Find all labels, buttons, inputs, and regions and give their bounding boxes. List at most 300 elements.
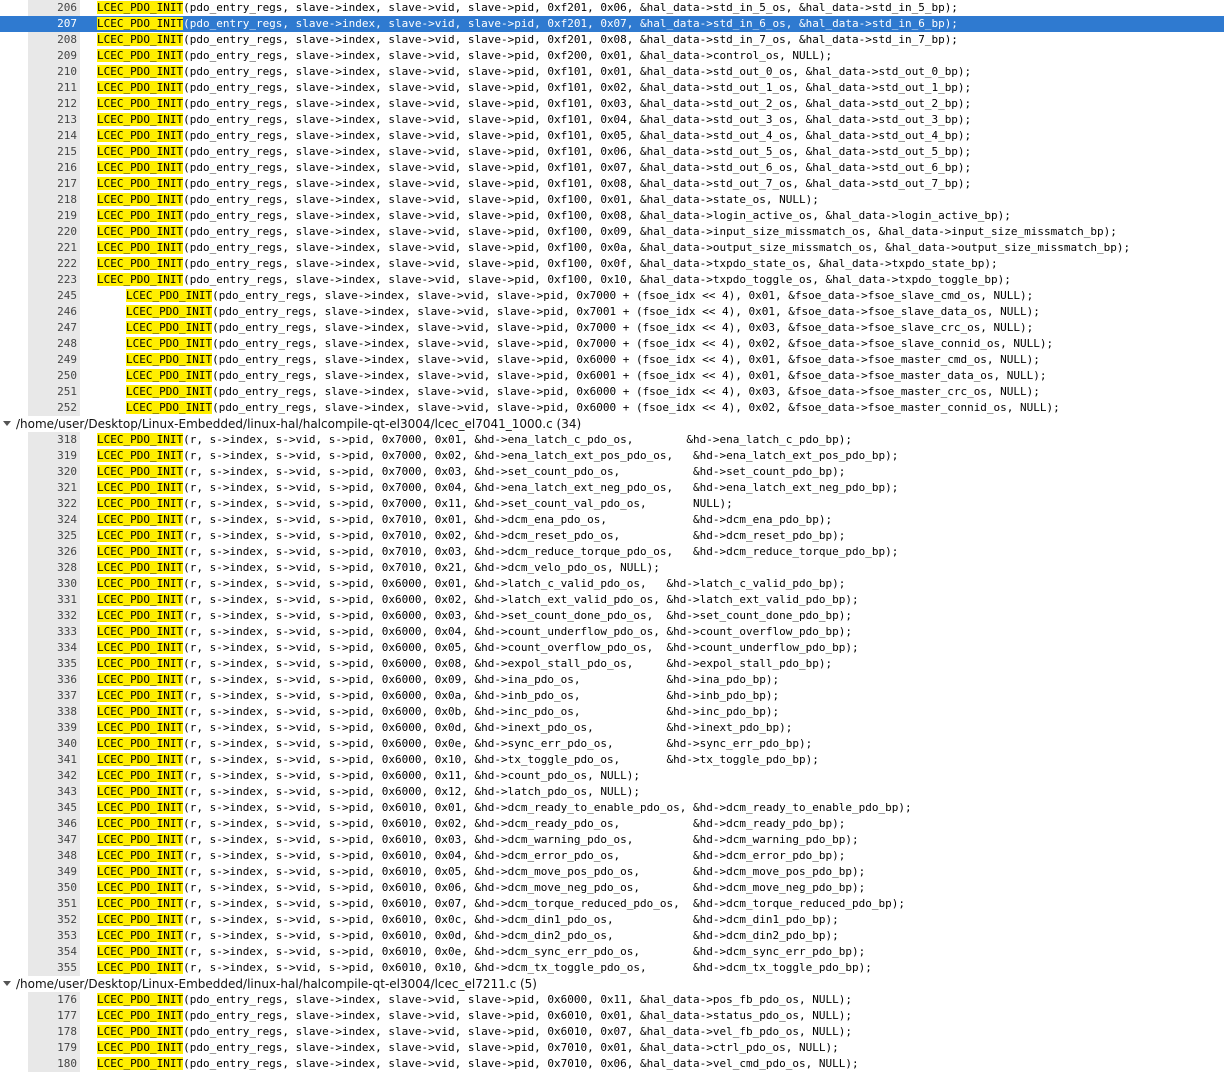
result-row[interactable] xyxy=(0,32,1224,48)
result-row[interactable] xyxy=(0,720,1224,736)
match-highlight: LCEC_PDO_INIT xyxy=(97,753,184,766)
match-highlight: LCEC_PDO_INIT xyxy=(97,785,184,798)
match-highlight: LCEC_PDO_INIT xyxy=(126,289,213,302)
match-highlight: LCEC_PDO_INIT xyxy=(97,833,184,846)
match-highlight: LCEC_PDO_INIT xyxy=(97,769,184,782)
result-row[interactable] xyxy=(0,688,1224,704)
line-number: 330 xyxy=(57,577,77,590)
code-line xyxy=(97,448,898,464)
result-row[interactable] xyxy=(0,112,1224,128)
code-line xyxy=(97,0,958,16)
match-highlight: LCEC_PDO_INIT xyxy=(97,593,184,606)
code-line xyxy=(97,1040,839,1056)
line-number: 252 xyxy=(57,401,77,414)
match-highlight: LCEC_PDO_INIT xyxy=(97,433,184,446)
match-highlight: LCEC_PDO_INIT xyxy=(97,849,184,862)
code-line xyxy=(97,992,852,1008)
match-highlight: LCEC_PDO_INIT xyxy=(126,385,213,398)
code-line xyxy=(97,464,845,480)
match-highlight: LCEC_PDO_INIT xyxy=(97,721,184,734)
code-line xyxy=(97,944,865,960)
line-number: 338 xyxy=(57,705,77,718)
line-number: 246 xyxy=(57,305,77,318)
result-row[interactable] xyxy=(0,960,1224,976)
result-row[interactable] xyxy=(0,512,1224,528)
match-highlight: LCEC_PDO_INIT xyxy=(97,81,184,94)
code-text: (r, s->index, s->vid, s->pid, 0x6010, 0x01, &hd->dcm_ready_to_enable_pdo_os, &hd->dcm_ready_to_enable_pdo_bp); xyxy=(183,801,912,814)
line-number: 247 xyxy=(57,321,77,334)
code-text: (r, s->index, s->vid, s->pid, 0x7000, 0x11, &hd->set_count_val_pdo_os, NULL); xyxy=(183,497,733,510)
code-text: (r, s->index, s->vid, s->pid, 0x6000, 0x09, &hd->ina_pdo_os, &hd->ina_pdo_bp); xyxy=(183,673,780,686)
line-number: 219 xyxy=(57,209,77,222)
match-highlight: LCEC_PDO_INIT xyxy=(97,225,184,238)
code-line xyxy=(97,640,859,656)
result-row[interactable] xyxy=(0,464,1224,480)
code-text: (r, s->index, s->vid, s->pid, 0x7010, 0x21, &hd->dcm_velo_pdo_os, NULL); xyxy=(183,561,660,574)
line-number: 347 xyxy=(57,833,77,846)
line-number: 354 xyxy=(57,945,77,958)
match-highlight: LCEC_PDO_INIT xyxy=(97,625,184,638)
code-line xyxy=(126,320,1033,336)
match-highlight: LCEC_PDO_INIT xyxy=(97,65,184,78)
line-number: 179 xyxy=(57,1041,77,1054)
file-group-header[interactable] xyxy=(0,416,1224,432)
code-line xyxy=(97,192,819,208)
code-text: (r, s->index, s->vid, s->pid, 0x6000, 0x11, &hd->count_pdo_os, NULL); xyxy=(183,769,641,782)
result-row[interactable] xyxy=(0,608,1224,624)
line-number: 211 xyxy=(57,81,77,94)
line-number: 212 xyxy=(57,97,77,110)
line-number: 345 xyxy=(57,801,77,814)
match-highlight: LCEC_PDO_INIT xyxy=(126,337,213,350)
result-row-selected[interactable] xyxy=(0,16,1224,32)
result-row[interactable] xyxy=(0,624,1224,640)
match-highlight: LCEC_PDO_INIT xyxy=(126,321,213,334)
result-row[interactable] xyxy=(0,400,1224,416)
code-text: (r, s->index, s->vid, s->pid, 0x7000, 0x03, &hd->set_count_pdo_os, &hd->set_count_pdo_bp); xyxy=(183,465,846,478)
code-line xyxy=(126,288,1033,304)
line-number: 178 xyxy=(57,1025,77,1038)
result-row[interactable] xyxy=(0,144,1224,160)
code-line xyxy=(97,592,859,608)
code-text: (r, s->index, s->vid, s->pid, 0x6000, 0x01, &hd->latch_c_valid_pdo_os, &hd->latch_c_valid_pdo_bp); xyxy=(183,577,846,590)
match-highlight: LCEC_PDO_INIT xyxy=(126,353,213,366)
code-line xyxy=(97,688,779,704)
match-highlight: LCEC_PDO_INIT xyxy=(97,993,184,1006)
code-text: (r, s->index, s->vid, s->pid, 0x6000, 0x02, &hd->latch_ext_valid_pdo_os, &hd->latch_ext_valid_pdo_bp); xyxy=(183,593,859,606)
code-text: (r, s->index, s->vid, s->pid, 0x6010, 0x04, &hd->dcm_error_pdo_os, &hd->dcm_error_pdo_bp); xyxy=(183,849,846,862)
line-number: 176 xyxy=(57,993,77,1006)
match-highlight: LCEC_PDO_INIT xyxy=(97,145,184,158)
match-highlight: LCEC_PDO_INIT xyxy=(126,401,213,414)
match-highlight: LCEC_PDO_INIT xyxy=(97,49,184,62)
result-row[interactable] xyxy=(0,272,1224,288)
line-number: 207 xyxy=(57,17,77,30)
line-number: 220 xyxy=(57,225,77,238)
result-row[interactable] xyxy=(0,896,1224,912)
line-number: 335 xyxy=(57,657,77,670)
file-group-header[interactable] xyxy=(0,976,1224,992)
line-number: 343 xyxy=(57,785,77,798)
result-row[interactable] xyxy=(0,432,1224,448)
result-row[interactable] xyxy=(0,176,1224,192)
line-number: 333 xyxy=(57,625,77,638)
result-row[interactable] xyxy=(0,592,1224,608)
code-text: (pdo_entry_regs, slave->index, slave->vid, slave->pid, 0xf101, 0x05, &hal_data->std_out_4_os, &hal_data->std_out_4_bp); xyxy=(183,129,972,142)
result-row[interactable] xyxy=(0,64,1224,80)
code-line xyxy=(97,656,832,672)
code-text: (pdo_entry_regs, slave->index, slave->vid, slave->pid, 0x6010, 0x07, &hal_data->vel_fb_pdo_os, NULL); xyxy=(183,1025,852,1038)
line-number: 218 xyxy=(57,193,77,206)
match-highlight: LCEC_PDO_INIT xyxy=(97,241,184,254)
result-row[interactable] xyxy=(0,736,1224,752)
code-text: (r, s->index, s->vid, s->pid, 0x6010, 0x10, &hd->dcm_tx_toggle_pdo_os, &hd->dcm_tx_toggle_pdo_bp); xyxy=(183,961,872,974)
result-row[interactable] xyxy=(0,96,1224,112)
code-line xyxy=(97,928,839,944)
code-line xyxy=(97,256,998,272)
match-highlight: LCEC_PDO_INIT xyxy=(97,897,184,910)
result-row[interactable] xyxy=(0,208,1224,224)
code-text: (r, s->index, s->vid, s->pid, 0x6000, 0x0a, &hd->inb_pdo_os, &hd->inb_pdo_bp); xyxy=(183,689,780,702)
result-row[interactable] xyxy=(0,992,1224,1008)
code-text: (r, s->index, s->vid, s->pid, 0x6010, 0x02, &hd->dcm_ready_pdo_os, &hd->dcm_ready_pdo_bp); xyxy=(183,817,846,830)
code-text: (r, s->index, s->vid, s->pid, 0x6010, 0x0e, &hd->dcm_sync_err_pdo_os, &hd->dcm_sync_err_pdo_bp); xyxy=(183,945,866,958)
match-highlight: LCEC_PDO_INIT xyxy=(97,817,184,830)
line-number: 349 xyxy=(57,865,77,878)
line-number: 321 xyxy=(57,481,77,494)
match-highlight: LCEC_PDO_INIT xyxy=(97,481,184,494)
code-text: (r, s->index, s->vid, s->pid, 0x6000, 0x03, &hd->set_count_done_pdo_os, &hd->set_count_done_pdo_bp); xyxy=(183,609,852,622)
result-row[interactable] xyxy=(0,480,1224,496)
code-text: (pdo_entry_regs, slave->index, slave->vid, slave->pid, 0xf101, 0x08, &hal_data->std_out_7_os, &hal_data->std_out_7_bp); xyxy=(183,177,972,190)
line-number: 221 xyxy=(57,241,77,254)
result-row[interactable] xyxy=(0,928,1224,944)
code-text: (pdo_entry_regs, slave->index, slave->vid, slave->pid, 0xf101, 0x02, &hal_data->std_out_1_os, &hal_data->std_out_1_bp); xyxy=(183,81,972,94)
result-row[interactable] xyxy=(0,880,1224,896)
match-highlight: LCEC_PDO_INIT xyxy=(97,193,184,206)
code-line xyxy=(97,144,971,160)
line-number: 216 xyxy=(57,161,77,174)
match-highlight: LCEC_PDO_INIT xyxy=(97,33,184,46)
line-number: 355 xyxy=(57,961,77,974)
line-number: 217 xyxy=(57,177,77,190)
match-highlight: LCEC_PDO_INIT xyxy=(97,449,184,462)
code-line xyxy=(97,816,845,832)
result-row[interactable] xyxy=(0,240,1224,256)
code-line xyxy=(97,512,832,528)
code-line xyxy=(126,352,1040,368)
match-highlight: LCEC_PDO_INIT xyxy=(97,177,184,190)
code-line xyxy=(97,48,832,64)
code-text: (r, s->index, s->vid, s->pid, 0x7010, 0x03, &hd->dcm_reduce_torque_pdo_os, &hd->dcm_reduce_torque_pdo_bp); xyxy=(183,545,899,558)
code-text: (pdo_entry_regs, slave->index, slave->vid, slave->pid, 0x6001 + (fsoe_idx << 4), 0x01, &fsoe_data->fsoe_master_data_os, NULL); xyxy=(212,369,1047,382)
code-line xyxy=(97,720,792,736)
code-line xyxy=(126,336,1053,352)
line-number: 340 xyxy=(57,737,77,750)
match-highlight: LCEC_PDO_INIT xyxy=(97,161,184,174)
code-text: (r, s->index, s->vid, s->pid, 0x6010, 0x0d, &hd->dcm_din2_pdo_os, &hd->dcm_din2_pdo_bp); xyxy=(183,929,839,942)
code-text: (pdo_entry_regs, slave->index, slave->vid, slave->pid, 0xf201, 0x08, &hal_data->std_in_7_os, &hal_data->std_in_7_bp); xyxy=(183,33,958,46)
code-text: (r, s->index, s->vid, s->pid, 0x7000, 0x02, &hd->ena_latch_ext_pos_pdo_os, &hd->ena_latch_ext_pos_pdo_bp); xyxy=(183,449,899,462)
code-line xyxy=(97,432,852,448)
code-text: (pdo_entry_regs, slave->index, slave->vid, slave->pid, 0xf100, 0x10, &hal_data->txpdo_toggle_os, &hal_data->txpdo_toggle_bp); xyxy=(183,273,1011,286)
line-number: 320 xyxy=(57,465,77,478)
code-line xyxy=(97,560,660,576)
line-number: 208 xyxy=(57,33,77,46)
line-number: 332 xyxy=(57,609,77,622)
code-text: (pdo_entry_regs, slave->index, slave->vid, slave->pid, 0x6000 + (fsoe_idx << 4), 0x02, &fsoe_data->fsoe_master_connid_os, NULL); xyxy=(212,401,1060,414)
code-text: (r, s->index, s->vid, s->pid, 0x7000, 0x01, &hd->ena_latch_c_pdo_os, &hd->ena_latch_c_pdo_bp); xyxy=(183,433,852,446)
match-highlight: LCEC_PDO_INIT xyxy=(97,497,184,510)
collapse-chevron-icon[interactable] xyxy=(3,981,11,986)
code-line xyxy=(126,400,1060,416)
code-text: (r, s->index, s->vid, s->pid, 0x6010, 0x03, &hd->dcm_warning_pdo_os, &hd->dcm_warning_pdo_bp); xyxy=(183,833,859,846)
result-row[interactable] xyxy=(0,640,1224,656)
code-line xyxy=(126,304,1040,320)
line-number: 251 xyxy=(57,385,77,398)
code-line xyxy=(97,1008,852,1024)
code-line xyxy=(97,16,958,32)
result-row[interactable] xyxy=(0,864,1224,880)
code-text: (r, s->index, s->vid, s->pid, 0x6010, 0x0c, &hd->dcm_din1_pdo_os, &hd->dcm_din1_pdo_bp); xyxy=(183,913,839,926)
code-line xyxy=(97,480,898,496)
match-highlight: LCEC_PDO_INIT xyxy=(97,513,184,526)
line-number: 352 xyxy=(57,913,77,926)
code-text: (pdo_entry_regs, slave->index, slave->vid, slave->pid, 0xf100, 0x09, &hal_data->input_size_missmatch_os, &hal_data->input_size_missmatch_bp); xyxy=(183,225,1117,238)
line-number: 326 xyxy=(57,545,77,558)
result-row[interactable] xyxy=(0,768,1224,784)
match-highlight: LCEC_PDO_INIT xyxy=(97,1009,184,1022)
line-number: 210 xyxy=(57,65,77,78)
code-line xyxy=(97,1056,859,1072)
code-text: (r, s->index, s->vid, s->pid, 0x6000, 0x04, &hd->count_underflow_pdo_os, &hd->count_overflow_pdo_bp); xyxy=(183,625,852,638)
line-number: 325 xyxy=(57,529,77,542)
code-line xyxy=(97,832,859,848)
result-row[interactable] xyxy=(0,448,1224,464)
line-number: 334 xyxy=(57,641,77,654)
result-row[interactable] xyxy=(0,224,1224,240)
match-highlight: LCEC_PDO_INIT xyxy=(97,865,184,878)
result-row[interactable] xyxy=(0,80,1224,96)
match-highlight: LCEC_PDO_INIT xyxy=(97,705,184,718)
code-text: (pdo_entry_regs, slave->index, slave->vid, slave->pid, 0x6000 + (fsoe_idx << 4), 0x01, &fsoe_data->fsoe_master_cmd_os, NULL); xyxy=(212,353,1040,366)
result-row[interactable] xyxy=(0,256,1224,272)
line-number: 328 xyxy=(57,561,77,574)
code-text: (pdo_entry_regs, slave->index, slave->vid, slave->pid, 0xf200, 0x01, &hal_data->control_os, NULL); xyxy=(183,49,833,62)
code-line xyxy=(126,368,1047,384)
code-text: (r, s->index, s->vid, s->pid, 0x7000, 0x04, &hd->ena_latch_ext_neg_pdo_os, &hd->ena_latch_ext_neg_pdo_bp); xyxy=(183,481,899,494)
code-text: (r, s->index, s->vid, s->pid, 0x6000, 0x0d, &hd->inext_pdo_os, &hd->inext_pdo_bp); xyxy=(183,721,793,734)
line-number: 351 xyxy=(57,897,77,910)
code-line xyxy=(97,496,733,512)
result-row[interactable] xyxy=(0,672,1224,688)
result-row[interactable] xyxy=(0,800,1224,816)
match-highlight: LCEC_PDO_INIT xyxy=(97,113,184,126)
match-highlight: LCEC_PDO_INIT xyxy=(97,97,184,110)
match-highlight: LCEC_PDO_INIT xyxy=(97,929,184,942)
match-highlight: LCEC_PDO_INIT xyxy=(97,1057,184,1070)
code-text: (pdo_entry_regs, slave->index, slave->vid, slave->pid, 0xf201, 0x07, &hal_data->std_in_6_os, &hal_data->std_in_6_bp); xyxy=(183,17,958,30)
match-highlight: LCEC_PDO_INIT xyxy=(97,913,184,926)
code-line xyxy=(97,880,865,896)
code-line xyxy=(97,528,845,544)
code-line xyxy=(97,624,852,640)
code-text: (pdo_entry_regs, slave->index, slave->vid, slave->pid, 0xf101, 0x01, &hal_data->std_out_0_os, &hal_data->std_out_0_bp); xyxy=(183,65,972,78)
match-highlight: LCEC_PDO_INIT xyxy=(97,257,184,270)
result-row[interactable] xyxy=(0,192,1224,208)
code-line xyxy=(97,64,971,80)
code-text: (pdo_entry_regs, slave->index, slave->vid, slave->pid, 0x6000, 0x11, &hal_data->pos_fb_pdo_os, NULL); xyxy=(183,993,852,1006)
code-line xyxy=(97,608,852,624)
match-highlight: LCEC_PDO_INIT xyxy=(97,465,184,478)
code-line xyxy=(97,800,912,816)
match-highlight: LCEC_PDO_INIT xyxy=(97,529,184,542)
code-line xyxy=(97,224,1117,240)
result-row[interactable] xyxy=(0,560,1224,576)
line-number: 213 xyxy=(57,113,77,126)
code-line xyxy=(97,752,819,768)
result-row[interactable] xyxy=(0,912,1224,928)
result-row[interactable] xyxy=(0,1024,1224,1040)
match-highlight: LCEC_PDO_INIT xyxy=(97,17,184,30)
match-highlight: LCEC_PDO_INIT xyxy=(97,881,184,894)
match-highlight: LCEC_PDO_INIT xyxy=(126,305,213,318)
code-text: (pdo_entry_regs, slave->index, slave->vid, slave->pid, 0x7010, 0x01, &hal_data->ctrl_pdo_os, NULL); xyxy=(183,1041,839,1054)
code-text: (pdo_entry_regs, slave->index, slave->vid, slave->pid, 0x7010, 0x06, &hal_data->vel_cmd_pdo_os, NULL); xyxy=(183,1057,859,1070)
line-number: 209 xyxy=(57,49,77,62)
code-line xyxy=(97,208,1011,224)
line-number: 249 xyxy=(57,353,77,366)
code-line xyxy=(97,160,971,176)
match-highlight: LCEC_PDO_INIT xyxy=(97,609,184,622)
code-text: (pdo_entry_regs, slave->index, slave->vid, slave->pid, 0xf100, 0x01, &hal_data->state_os, NULL); xyxy=(183,193,819,206)
line-number: 348 xyxy=(57,849,77,862)
result-row[interactable] xyxy=(0,1056,1224,1072)
line-number: 322 xyxy=(57,497,77,510)
result-row[interactable] xyxy=(0,160,1224,176)
match-highlight: LCEC_PDO_INIT xyxy=(97,577,184,590)
line-number: 353 xyxy=(57,929,77,942)
result-row[interactable] xyxy=(0,288,1224,304)
line-number: 331 xyxy=(57,593,77,606)
code-text: (pdo_entry_regs, slave->index, slave->vid, slave->pid, 0xf101, 0x06, &hal_data->std_out_5_os, &hal_data->std_out_5_bp); xyxy=(183,145,972,158)
code-line xyxy=(126,384,1040,400)
result-row[interactable] xyxy=(0,704,1224,720)
line-number: 337 xyxy=(57,689,77,702)
code-line xyxy=(97,128,971,144)
result-row[interactable] xyxy=(0,128,1224,144)
result-row[interactable] xyxy=(0,320,1224,336)
match-highlight: LCEC_PDO_INIT xyxy=(97,545,184,558)
result-row[interactable] xyxy=(0,1008,1224,1024)
line-number: 336 xyxy=(57,673,77,686)
line-number: 346 xyxy=(57,817,77,830)
code-text: (r, s->index, s->vid, s->pid, 0x6010, 0x07, &hd->dcm_torque_reduced_pdo_os, &hd->dcm_torque_reduced_pdo_bp); xyxy=(183,897,905,910)
collapse-chevron-icon[interactable] xyxy=(3,421,11,426)
code-text: (r, s->index, s->vid, s->pid, 0x6000, 0x05, &hd->count_overflow_pdo_os, &hd->count_underflow_pdo_bp); xyxy=(183,641,859,654)
code-line xyxy=(97,240,1130,256)
result-row[interactable] xyxy=(0,1040,1224,1056)
match-highlight: LCEC_PDO_INIT xyxy=(126,369,213,382)
line-number: 180 xyxy=(57,1057,77,1070)
code-text: (pdo_entry_regs, slave->index, slave->vid, slave->pid, 0xf101, 0x07, &hal_data->std_out_6_os, &hal_data->std_out_6_bp); xyxy=(183,161,972,174)
code-line xyxy=(97,896,905,912)
code-text: (pdo_entry_regs, slave->index, slave->vid, slave->pid, 0x7000 + (fsoe_idx << 4), 0x01, &fsoe_data->fsoe_slave_cmd_os, NULL); xyxy=(212,289,1034,302)
line-number: 318 xyxy=(57,433,77,446)
code-line xyxy=(97,32,958,48)
result-row[interactable] xyxy=(0,848,1224,864)
result-row[interactable] xyxy=(0,352,1224,368)
code-line xyxy=(97,848,845,864)
code-text: (r, s->index, s->vid, s->pid, 0x6000, 0x0b, &hd->inc_pdo_os, &hd->inc_pdo_bp); xyxy=(183,705,780,718)
result-row[interactable] xyxy=(0,944,1224,960)
line-number: 339 xyxy=(57,721,77,734)
line-number: 206 xyxy=(57,1,77,14)
line-number: 223 xyxy=(57,273,77,286)
code-line xyxy=(97,272,1011,288)
line-number: 245 xyxy=(57,289,77,302)
result-row[interactable] xyxy=(0,336,1224,352)
code-text: (pdo_entry_regs, slave->index, slave->vid, slave->pid, 0x7000 + (fsoe_idx << 4), 0x03, &fsoe_data->fsoe_slave_crc_os, NULL); xyxy=(212,321,1034,334)
result-row[interactable] xyxy=(0,576,1224,592)
code-line xyxy=(97,80,971,96)
line-number: 341 xyxy=(57,753,77,766)
code-text: (r, s->index, s->vid, s->pid, 0x6010, 0x06, &hd->dcm_move_neg_pdo_os, &hd->dcm_move_neg_pdo_bp); xyxy=(183,881,866,894)
result-row[interactable] xyxy=(0,752,1224,768)
result-row[interactable] xyxy=(0,368,1224,384)
code-text: (pdo_entry_regs, slave->index, slave->vid, slave->pid, 0x7000 + (fsoe_idx << 4), 0x02, &fsoe_data->fsoe_slave_connid_os, NULL); xyxy=(212,337,1054,350)
code-text: (r, s->index, s->vid, s->pid, 0x7010, 0x01, &hd->dcm_ena_pdo_os, &hd->dcm_ena_pdo_bp); xyxy=(183,513,833,526)
code-text: (r, s->index, s->vid, s->pid, 0x6000, 0x08, &hd->expol_stall_pdo_os, &hd->expol_stall_pdo_bp); xyxy=(183,657,833,670)
line-number: 248 xyxy=(57,337,77,350)
code-line xyxy=(97,912,839,928)
match-highlight: LCEC_PDO_INIT xyxy=(97,1025,184,1038)
code-line xyxy=(97,864,865,880)
line-number: 215 xyxy=(57,145,77,158)
code-line xyxy=(97,96,971,112)
match-highlight: LCEC_PDO_INIT xyxy=(97,1,184,14)
code-line xyxy=(97,736,812,752)
result-row[interactable] xyxy=(0,544,1224,560)
code-text: (pdo_entry_regs, slave->index, slave->vid, slave->pid, 0xf101, 0x04, &hal_data->std_out_3_os, &hal_data->std_out_3_bp); xyxy=(183,113,972,126)
code-text: (pdo_entry_regs, slave->index, slave->vid, slave->pid, 0x6000 + (fsoe_idx << 4), 0x03, &fsoe_data->fsoe_master_crc_os, NULL); xyxy=(212,385,1040,398)
code-line xyxy=(97,672,779,688)
result-row[interactable] xyxy=(0,816,1224,832)
result-row[interactable] xyxy=(0,784,1224,800)
line-number: 324 xyxy=(57,513,77,526)
result-row[interactable] xyxy=(0,496,1224,512)
match-highlight: LCEC_PDO_INIT xyxy=(97,961,184,974)
code-line xyxy=(97,176,971,192)
result-row[interactable] xyxy=(0,528,1224,544)
file-path-label: /home/user/Desktop/Linux-Embedded/linux-hal/halcompile-qt-el3004/lcec_el7041_1000.c (34) xyxy=(16,417,582,431)
code-text: (pdo_entry_regs, slave->index, slave->vid, slave->pid, 0xf101, 0x03, &hal_data->std_out_2_os, &hal_data->std_out_2_bp); xyxy=(183,97,972,110)
code-text: (pdo_entry_regs, slave->index, slave->vid, slave->pid, 0xf100, 0x0f, &hal_data->txpdo_state_os, &hal_data->txpdo_state_bp); xyxy=(183,257,998,270)
result-row[interactable] xyxy=(0,48,1224,64)
result-row[interactable] xyxy=(0,304,1224,320)
result-row[interactable] xyxy=(0,656,1224,672)
match-highlight: LCEC_PDO_INIT xyxy=(97,737,184,750)
match-highlight: LCEC_PDO_INIT xyxy=(97,1041,184,1054)
result-row[interactable] xyxy=(0,0,1224,16)
result-row[interactable] xyxy=(0,384,1224,400)
match-highlight: LCEC_PDO_INIT xyxy=(97,801,184,814)
match-highlight: LCEC_PDO_INIT xyxy=(97,209,184,222)
line-number: 350 xyxy=(57,881,77,894)
result-row[interactable] xyxy=(0,832,1224,848)
code-text: (pdo_entry_regs, slave->index, slave->vid, slave->pid, 0x6010, 0x01, &hal_data->status_pdo_os, NULL); xyxy=(183,1009,852,1022)
code-line xyxy=(97,544,898,560)
